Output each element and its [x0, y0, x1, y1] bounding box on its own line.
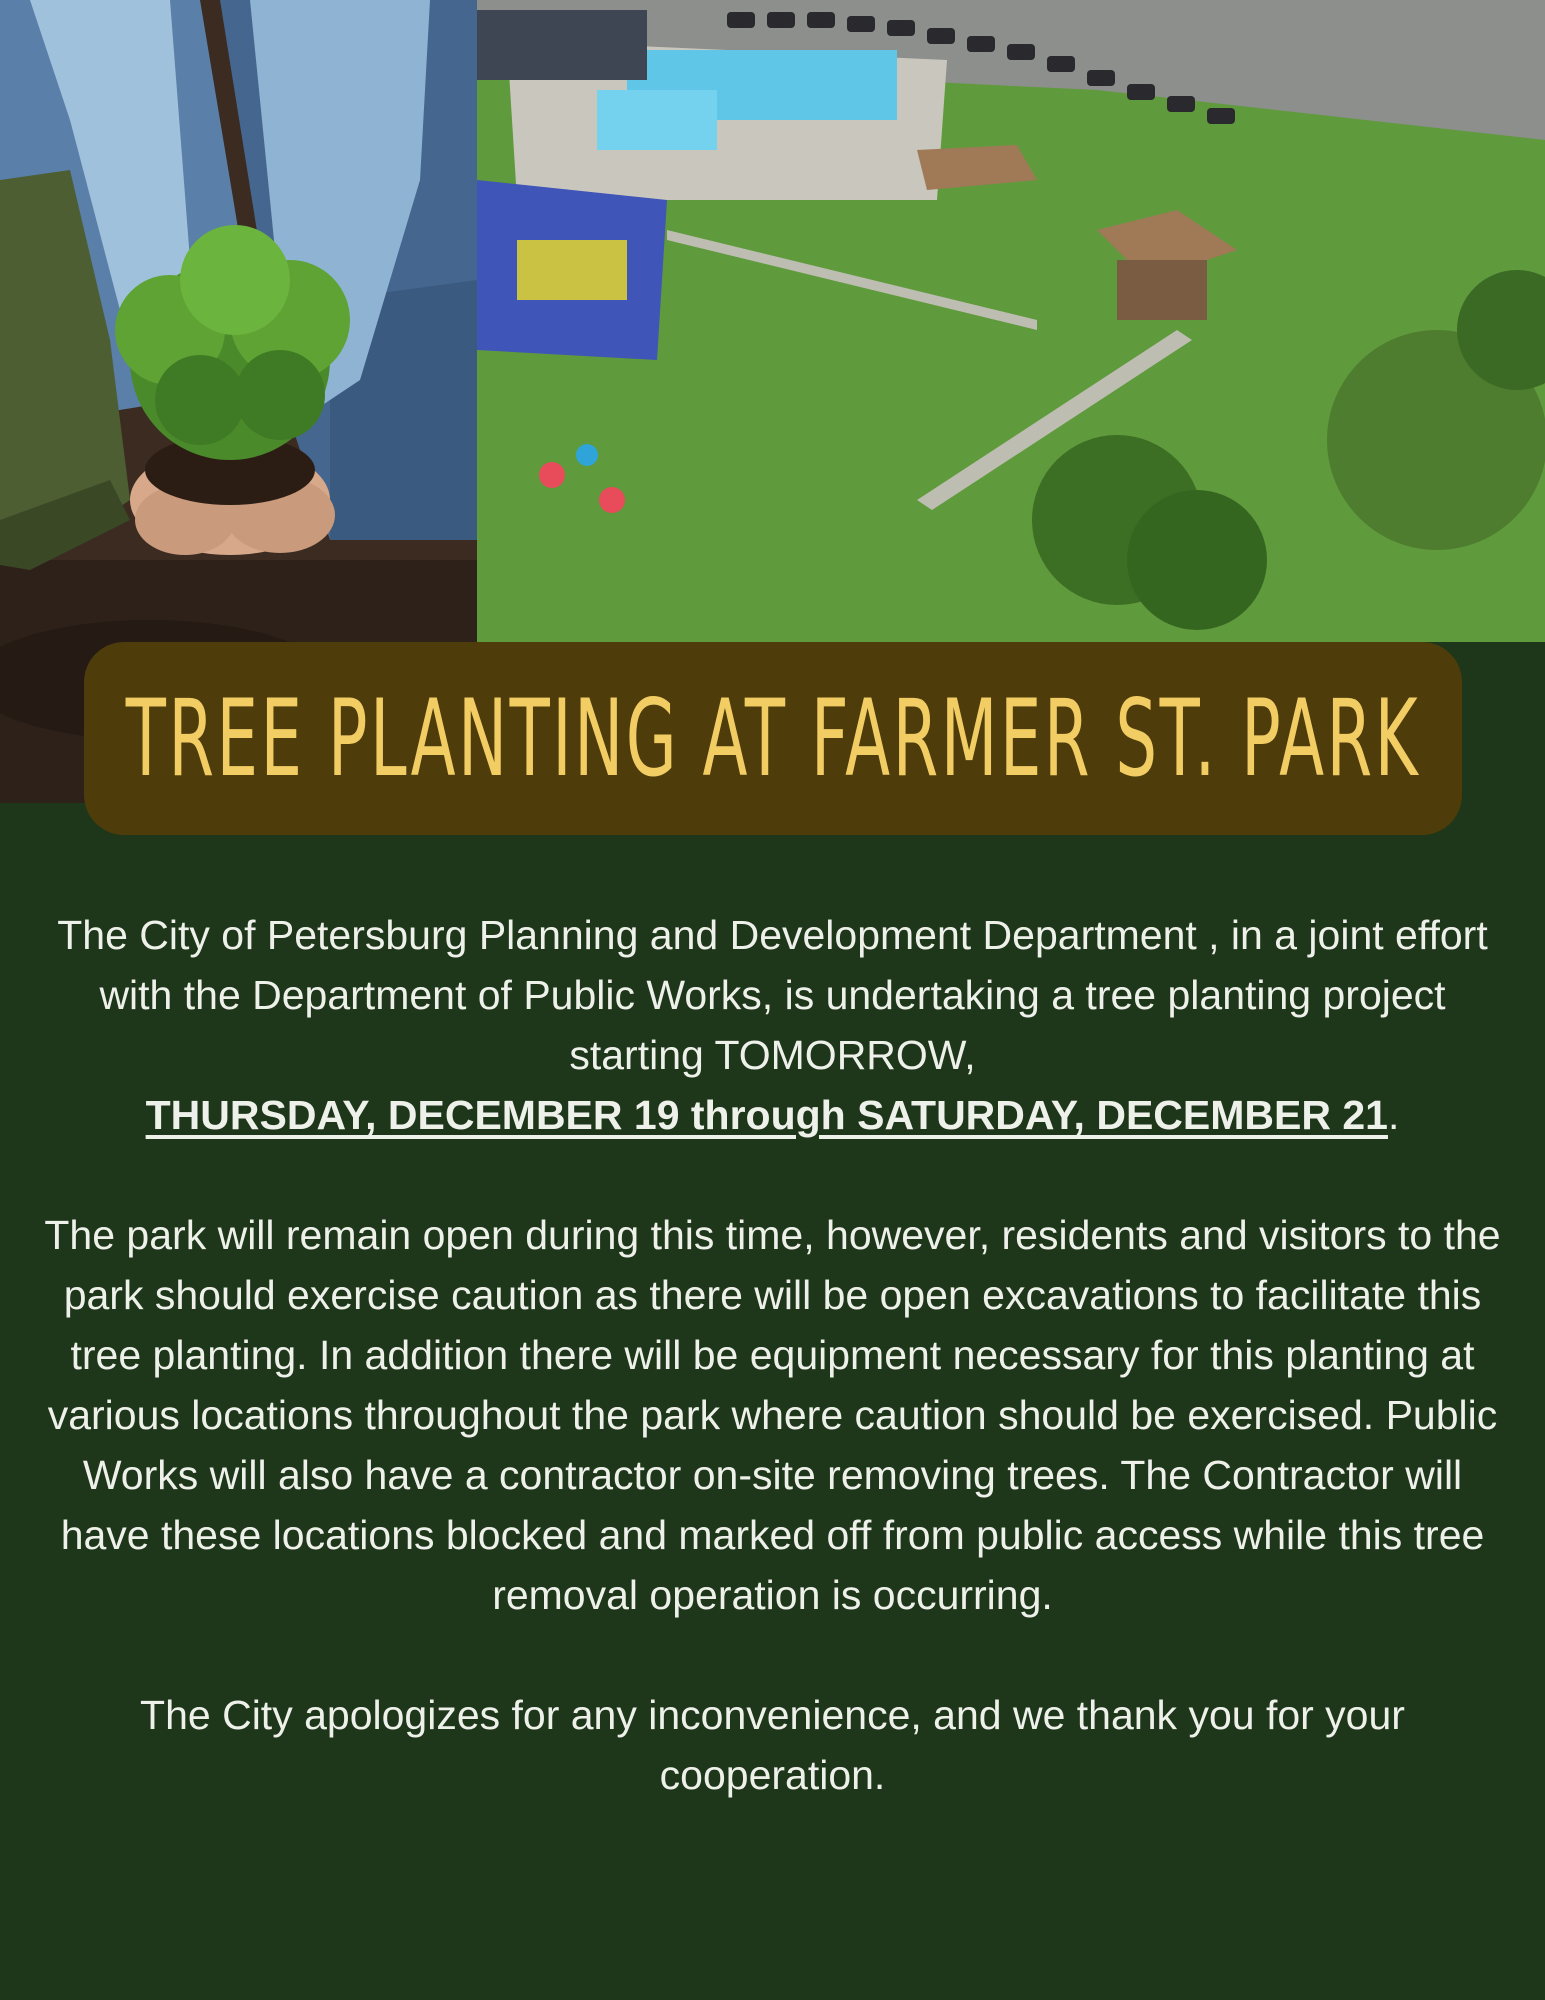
announcement-paragraph-3: The City apologizes for any inconvenience, and we thank you for your cooperation.: [140, 1692, 1405, 1798]
announcement-body: [40, 905, 1505, 1865]
intro-text: The City of Petersburg Planning and Development Department , in a joint effort with the Department of Public Works, is undertaking a tree planting project starting TOMORROW,: [57, 912, 1488, 1078]
title-banner: [84, 642, 1462, 835]
intro-period: .: [1387, 1092, 1400, 1138]
announcement-paragraph-1: [40, 905, 1505, 1145]
page-title: TREE PLANTING AT FARMER ST. PARK: [125, 677, 1421, 800]
announcement-paragraph-2: The park will remain open during this time, however, residents and visitors to the park should exercise caution as there will be open excavations to facilitate this tree planting. In addition there will be equipment necessary for this planting at various locations throughout the park where caution should be exercised. Public Works will also have a contractor on-site removing trees. The Contractor will have these locations blocked and marked off from public access while this tree removal operation is occurring.: [44, 1212, 1501, 1618]
park-aerial-photo: [477, 0, 1545, 642]
date-range: THURSDAY, DECEMBER 19 through SATURDAY, DECEMBER 21: [145, 1092, 1388, 1138]
